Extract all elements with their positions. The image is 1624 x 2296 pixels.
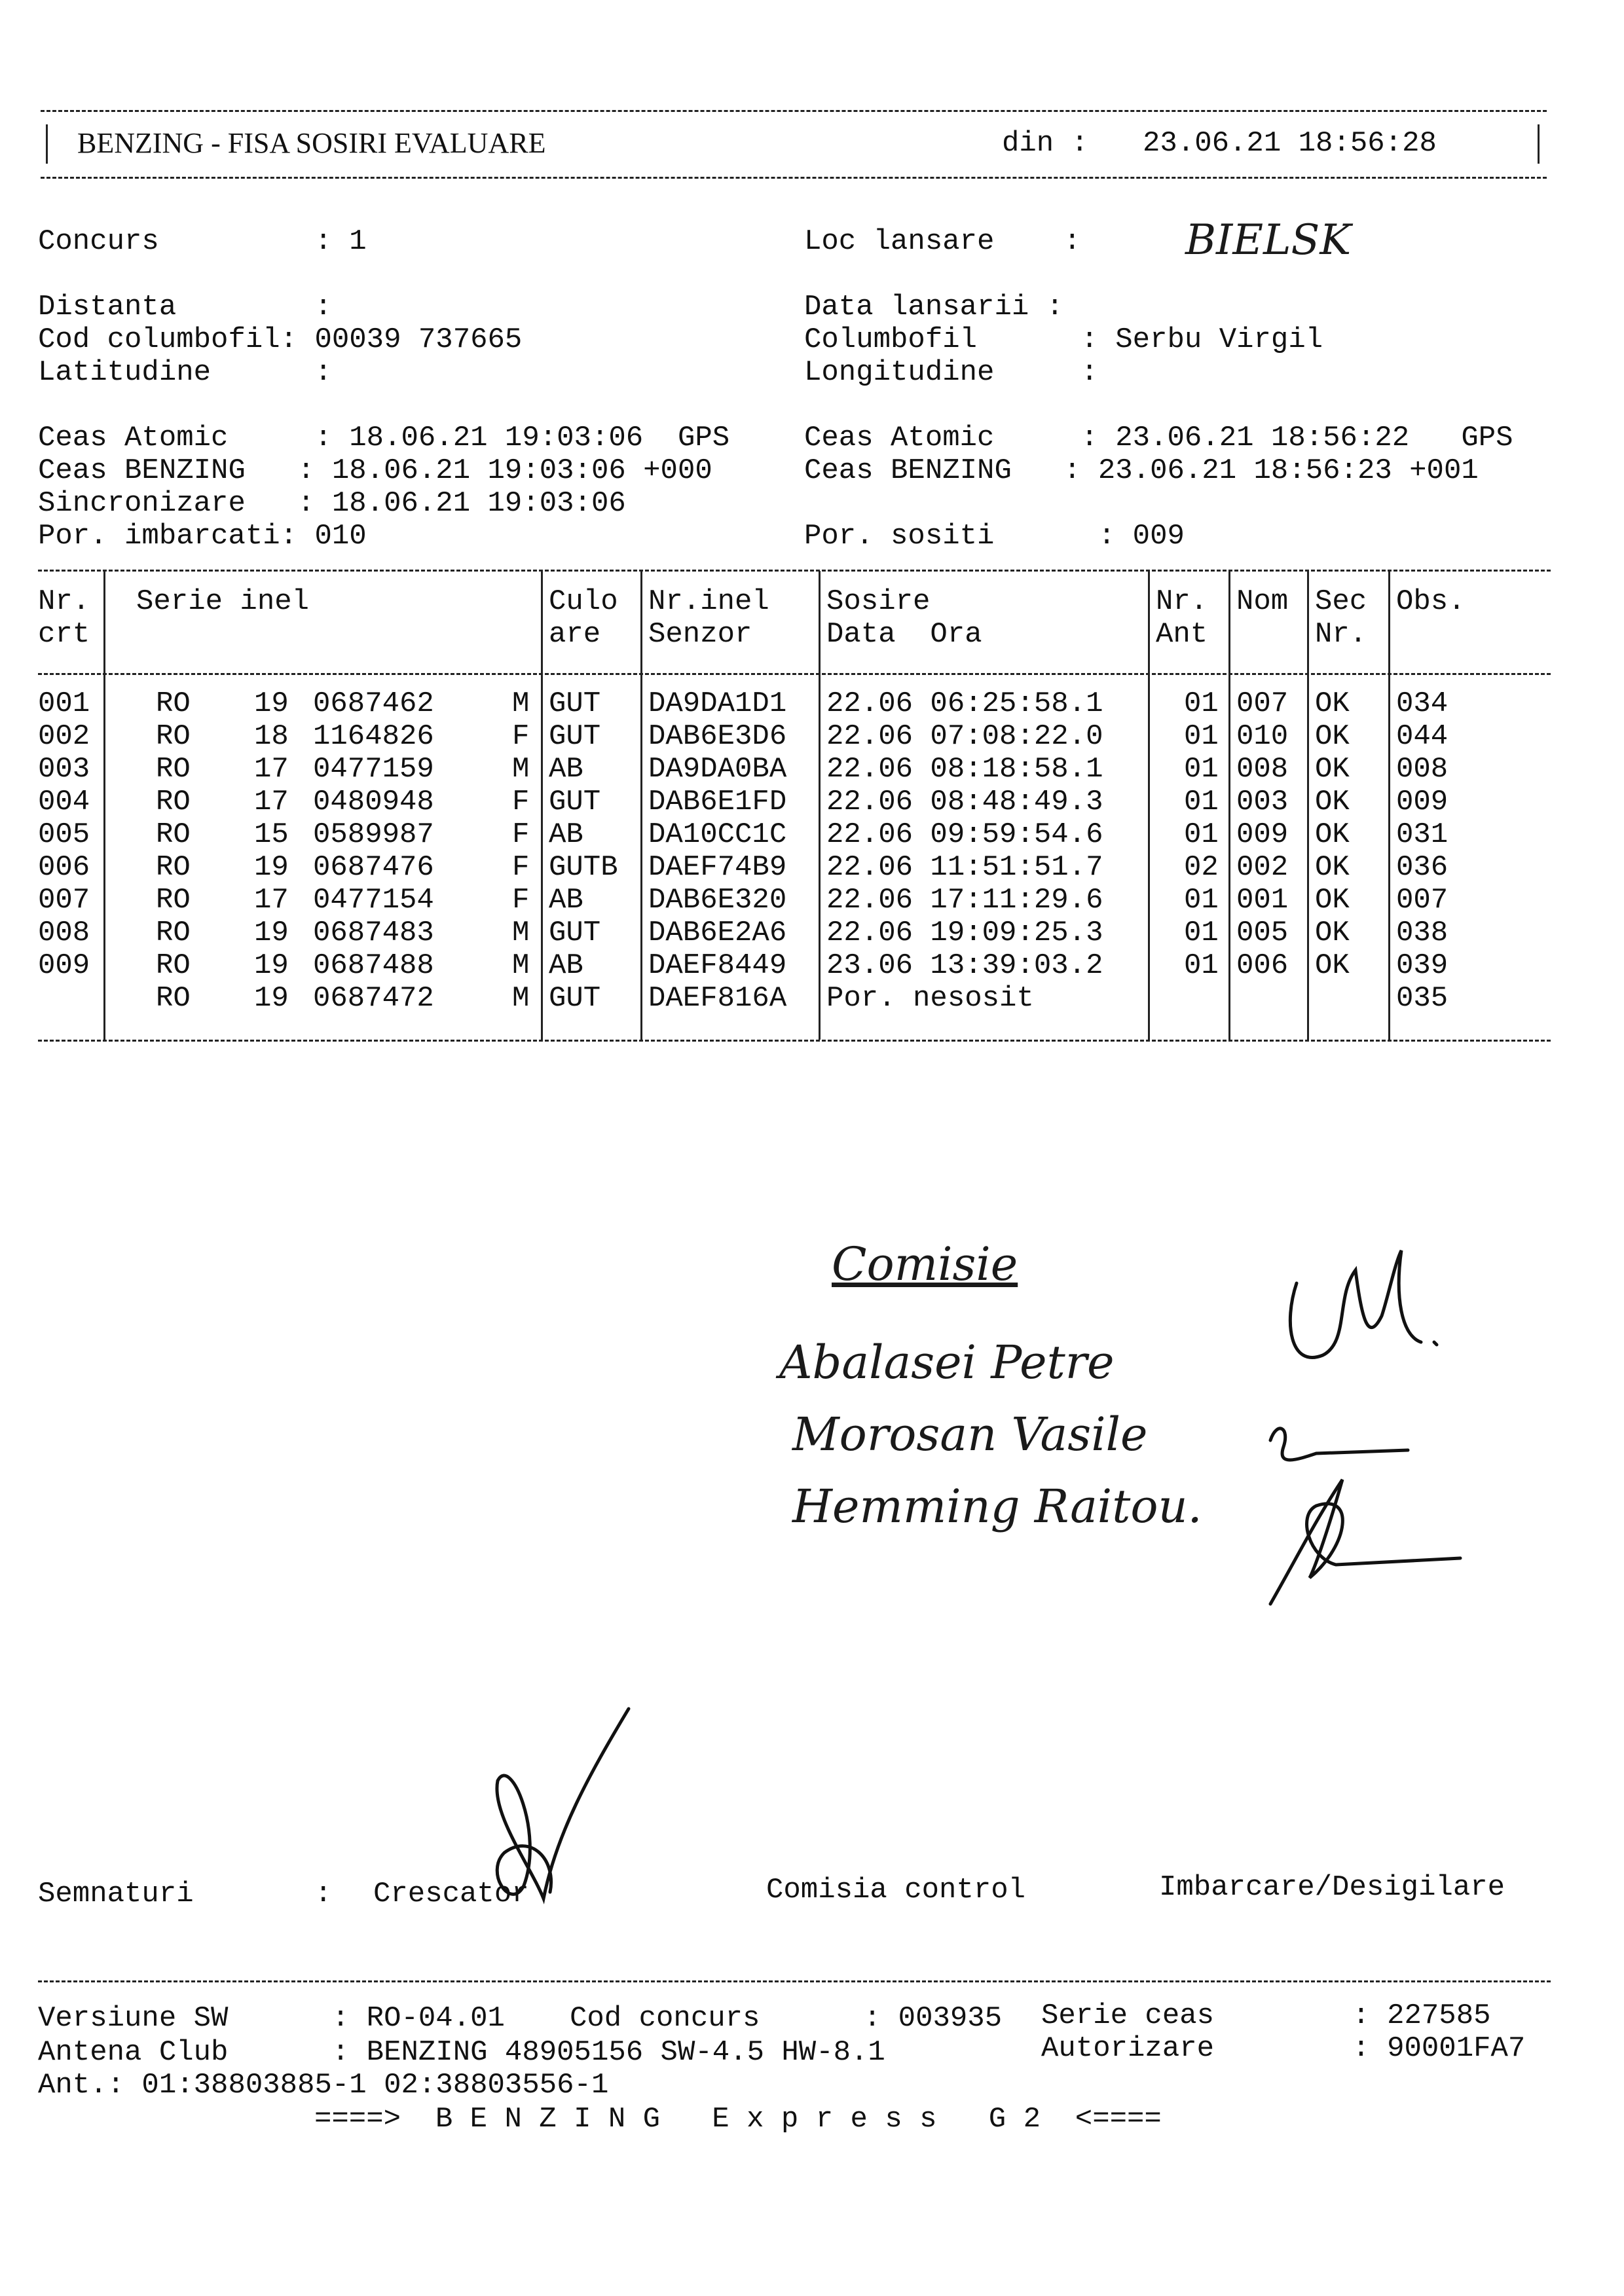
table-top-rule xyxy=(38,570,1551,572)
header-din-value: 23.06.21 18:56:28 xyxy=(1143,127,1437,160)
por-sositi-line: Por. sositi : 009 xyxy=(804,520,1185,553)
cell-nr-crt: 001 xyxy=(38,687,90,720)
columbofil-line: Columbofil : Serbu Virgil xyxy=(804,323,1323,356)
cell-inel: 0477159 xyxy=(313,753,434,786)
cell-inel: 0687488 xyxy=(313,949,434,982)
table-header-rule xyxy=(38,673,1551,675)
antena-club: Antena Club : BENZING 48905156 SW-4.5 HW-8.1 xyxy=(38,2036,885,2069)
cell-inel: 0687462 xyxy=(313,687,434,720)
cell-tara: RO xyxy=(156,949,191,982)
footer-rule xyxy=(38,1980,1551,1982)
cell-sec: OK xyxy=(1315,949,1350,982)
header-left-border xyxy=(46,124,48,164)
col-sep xyxy=(1148,571,1150,1040)
cell-sex: F xyxy=(512,884,530,917)
cell-culoare: GUT xyxy=(549,786,601,818)
cell-ant: 01 xyxy=(1184,786,1219,818)
th-sec-1: Sec xyxy=(1315,585,1367,618)
th-culoare-1: Culo xyxy=(549,585,618,618)
ceas-benzing-right: Ceas BENZING : 23.06.21 18:56:23 +001 xyxy=(804,454,1479,487)
commission-member-2: Morosan Vasile xyxy=(792,1408,1148,1461)
cell-sosire: 22.06 11:51:51.7 xyxy=(826,851,1103,884)
cell-tara: RO xyxy=(156,753,191,786)
cell-nr-crt: 009 xyxy=(38,949,90,982)
cell-sex: M xyxy=(512,687,530,720)
th-nr-inel-1: Nr.inel xyxy=(648,585,769,618)
cell-culoare: GUT xyxy=(549,720,601,753)
commission-member-3: Hemming Raitou. xyxy=(792,1480,1202,1533)
cell-nom: 006 xyxy=(1236,949,1289,982)
cell-an: 17 xyxy=(254,884,289,917)
cell-ant: 02 xyxy=(1184,851,1219,884)
cell-an: 19 xyxy=(254,851,289,884)
cod-columbofil-line: Cod columbofil: 00039 737665 xyxy=(38,323,523,356)
cell-obs: 031 xyxy=(1396,818,1449,851)
cell-ant: 01 xyxy=(1184,917,1219,949)
cell-nr-crt: 007 xyxy=(38,884,90,917)
antena-ids: Ant.: 01:38803885-1 02:38803556-1 xyxy=(38,2069,609,2102)
cell-obs: 044 xyxy=(1396,720,1449,753)
table-bottom-rule xyxy=(38,1040,1551,1042)
cell-tara: RO xyxy=(156,982,191,1015)
longitudine-line: Longitudine : xyxy=(804,356,1098,389)
cell-sec: OK xyxy=(1315,917,1350,949)
cell-tara: RO xyxy=(156,720,191,753)
cell-an: 17 xyxy=(254,786,289,818)
semnaturi-label: Semnaturi : xyxy=(38,1878,332,1910)
cell-culoare: AB xyxy=(549,884,583,917)
cell-obs: 007 xyxy=(1396,884,1449,917)
col-sep xyxy=(1228,571,1230,1040)
cell-tara: RO xyxy=(156,786,191,818)
cell-culoare: GUTB xyxy=(549,851,618,884)
cell-sex: F xyxy=(512,851,530,884)
cell-ant: 01 xyxy=(1184,720,1219,753)
cell-culoare: AB xyxy=(549,949,583,982)
latitudine-line: Latitudine : xyxy=(38,356,332,389)
th-nr-ant-1: Nr. xyxy=(1156,585,1208,618)
cell-nom: 008 xyxy=(1236,753,1289,786)
th-nr-crt-1: Nr. xyxy=(38,585,90,618)
cell-an: 19 xyxy=(254,949,289,982)
th-sosire-2: Data Ora xyxy=(826,618,982,651)
cell-sec: OK xyxy=(1315,687,1350,720)
th-sec-2: Nr. xyxy=(1315,618,1367,651)
cell-sec: OK xyxy=(1315,818,1350,851)
signature-mark-1 xyxy=(1270,1244,1454,1388)
benzing-express-banner: ====> B E N Z I N G E x p r e s s G 2 <==== xyxy=(314,2103,1162,2136)
cell-sosire: 22.06 07:08:22.0 xyxy=(826,720,1103,753)
cell-ant: 01 xyxy=(1184,949,1219,982)
cell-sex: M xyxy=(512,949,530,982)
cell-senzor: DA9DA1D1 xyxy=(648,687,787,720)
col-sep xyxy=(103,571,105,1040)
th-serie-inel: Serie inel xyxy=(136,585,310,618)
cell-nom: 007 xyxy=(1236,687,1289,720)
col-sep xyxy=(1307,571,1309,1040)
th-sosire-1: Sosire xyxy=(826,585,931,618)
cell-sex: M xyxy=(512,753,530,786)
cell-senzor: DAEF8449 xyxy=(648,949,787,982)
cell-obs: 038 xyxy=(1396,917,1449,949)
loc-lansare-handwritten: BIELSK xyxy=(1185,216,1352,264)
cell-sex: F xyxy=(512,720,530,753)
cell-culoare: GUT xyxy=(549,687,601,720)
cell-sex: F xyxy=(512,818,530,851)
cell-an: 19 xyxy=(254,917,289,949)
cell-inel: 1164826 xyxy=(313,720,434,753)
data-lansarii-line: Data lansarii : xyxy=(804,291,1064,323)
cell-culoare: GUT xyxy=(549,982,601,1015)
cell-sec: OK xyxy=(1315,786,1350,818)
cell-senzor: DAB6E320 xyxy=(648,884,787,917)
cell-senzor: DAB6E1FD xyxy=(648,786,787,818)
autorizare: Autorizare : 90001FA7 xyxy=(1041,2032,1526,2065)
th-nr-crt-2: crt xyxy=(38,618,90,651)
ceas-atomic-left: Ceas Atomic : 18.06.21 19:03:06 GPS xyxy=(38,422,730,454)
cell-tara: RO xyxy=(156,687,191,720)
cell-tara: RO xyxy=(156,851,191,884)
cell-sosire: 22.06 09:59:54.6 xyxy=(826,818,1103,851)
cell-nr-crt: 006 xyxy=(38,851,90,884)
cell-nom: 009 xyxy=(1236,818,1289,851)
cell-an: 17 xyxy=(254,753,289,786)
cell-culoare: AB xyxy=(549,818,583,851)
cell-inel: 0477154 xyxy=(313,884,434,917)
imbarcare-label: Imbarcare/Desigilare xyxy=(1159,1871,1505,1904)
cell-nom: 001 xyxy=(1236,884,1289,917)
sincronizare-line: Sincronizare : 18.06.21 19:03:06 xyxy=(38,487,626,520)
col-sep xyxy=(640,571,642,1040)
col-sep xyxy=(541,571,543,1040)
cell-culoare: AB xyxy=(549,753,583,786)
ceas-benzing-left: Ceas BENZING : 18.06.21 19:03:06 +000 xyxy=(38,454,712,487)
th-obs: Obs. xyxy=(1396,585,1466,618)
cell-senzor: DAB6E3D6 xyxy=(648,720,787,753)
cell-ant: 01 xyxy=(1184,884,1219,917)
cell-sosire: 22.06 19:09:25.3 xyxy=(826,917,1103,949)
cell-nom: 010 xyxy=(1236,720,1289,753)
cell-sosire: 22.06 08:48:49.3 xyxy=(826,786,1103,818)
cell-ant: 01 xyxy=(1184,753,1219,786)
cell-sex: F xyxy=(512,786,530,818)
cell-nr-crt: 002 xyxy=(38,720,90,753)
cell-sosire: 22.06 08:18:58.1 xyxy=(826,753,1103,786)
cell-sec: OK xyxy=(1315,720,1350,753)
cell-sec: OK xyxy=(1315,884,1350,917)
cell-an: 19 xyxy=(254,687,289,720)
cell-sec: OK xyxy=(1315,851,1350,884)
comisia-control-label: Comisia control xyxy=(766,1874,1026,1906)
cell-obs: 008 xyxy=(1396,753,1449,786)
cell-nom: 002 xyxy=(1236,851,1289,884)
commission-title: Comisie xyxy=(832,1237,1018,1291)
signature-mark-3 xyxy=(1244,1467,1480,1617)
cell-nr-crt: 005 xyxy=(38,818,90,851)
cell-obs: 009 xyxy=(1396,786,1449,818)
cell-culoare: GUT xyxy=(549,917,601,949)
cell-inel: 0687483 xyxy=(313,917,434,949)
serie-ceas: Serie ceas : 227585 xyxy=(1041,1999,1491,2032)
cell-obs: 034 xyxy=(1396,687,1449,720)
header-right-border xyxy=(1538,124,1540,164)
ceas-atomic-right: Ceas Atomic : 23.06.21 18:56:22 GPS xyxy=(804,422,1513,454)
cell-sex: M xyxy=(512,917,530,949)
cell-an: 18 xyxy=(254,720,289,753)
col-sep xyxy=(819,571,821,1040)
cell-an: 15 xyxy=(254,818,289,851)
cell-senzor: DAEF74B9 xyxy=(648,851,787,884)
cell-an: 19 xyxy=(254,982,289,1015)
header-top-rule xyxy=(41,110,1547,112)
loc-lansare-label: Loc lansare : xyxy=(804,225,1081,258)
cell-obs: 039 xyxy=(1396,949,1449,982)
por-imbarcati-line: Por. imbarcati: 010 xyxy=(38,520,367,553)
distanta-line: Distanta : xyxy=(38,291,332,323)
cell-senzor: DA10CC1C xyxy=(648,818,787,851)
cod-concurs: Cod concurs : 003935 xyxy=(570,2002,1003,2035)
cell-nom: 003 xyxy=(1236,786,1289,818)
cell-tara: RO xyxy=(156,917,191,949)
cell-nr-crt: 008 xyxy=(38,917,90,949)
header-din-label: din : xyxy=(1002,127,1089,160)
cell-sosire: 23.06 13:39:03.2 xyxy=(826,949,1103,982)
versiune-sw: Versiune SW : RO-04.01 xyxy=(38,2002,505,2035)
cell-nom: 005 xyxy=(1236,917,1289,949)
cell-obs: 035 xyxy=(1396,982,1449,1015)
cell-inel: 0687472 xyxy=(313,982,434,1015)
th-nr-inel-2: Senzor xyxy=(648,618,752,651)
cell-sex: M xyxy=(512,982,530,1015)
concurs-line: Concurs : 1 xyxy=(38,225,367,258)
th-nom: Nom xyxy=(1236,585,1289,618)
commission-member-1: Abalasei Petre xyxy=(779,1336,1115,1389)
cell-inel: 0589987 xyxy=(313,818,434,851)
header-bottom-rule xyxy=(41,177,1547,179)
cell-ant: 01 xyxy=(1184,687,1219,720)
cell-senzor: DAB6E2A6 xyxy=(648,917,787,949)
cell-nr-crt: 004 xyxy=(38,786,90,818)
cell-tara: RO xyxy=(156,818,191,851)
cell-inel: 0687476 xyxy=(313,851,434,884)
cell-sosire: 22.06 06:25:58.1 xyxy=(826,687,1103,720)
cell-tara: RO xyxy=(156,884,191,917)
cell-sosire: 22.06 17:11:29.6 xyxy=(826,884,1103,917)
cell-senzor: DAEF816A xyxy=(648,982,787,1015)
cell-ant: 01 xyxy=(1184,818,1219,851)
crescator-label: Crescator xyxy=(373,1878,529,1910)
cell-sosire: Por. nesosit xyxy=(826,982,1034,1015)
th-culoare-2: are xyxy=(549,618,601,651)
cell-inel: 0480948 xyxy=(313,786,434,818)
col-sep xyxy=(1388,571,1390,1040)
th-nr-ant-2: Ant xyxy=(1156,618,1208,651)
cell-senzor: DA9DA0BA xyxy=(648,753,787,786)
cell-obs: 036 xyxy=(1396,851,1449,884)
cell-sec: OK xyxy=(1315,753,1350,786)
header-title: BENZING - FISA SOSIRI EVALUARE xyxy=(77,127,546,159)
cell-nr-crt: 003 xyxy=(38,753,90,786)
